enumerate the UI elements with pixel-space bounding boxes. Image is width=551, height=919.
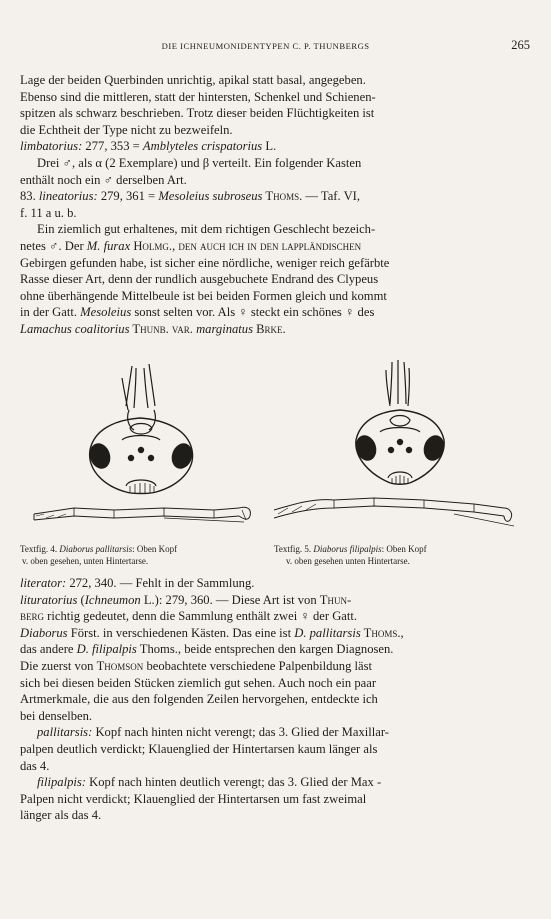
figure-5-svg <box>274 358 529 538</box>
lower-text-block <box>20 575 531 824</box>
entry-limbatorius: limbatorius: 277, 353 = Amblyteles crispatorius L. <box>20 139 277 154</box>
para-3: Ein ziemlich gut erhaltenes, mit dem richtigen Geschlecht bezeich- netes ♂. Der M. furax Holmg., den auch ich in den lappländischen Gebirgen gefunden habe, ist sicher eine nördliche, weniger reich gefärbte Rasse dieser Art, denn der rundlich ausgebuchete Endrand des Clypeus ohne überhängende Mittelbeule ist bei beiden Formen gleich und kommt in der Gatt. Mesoleius sonst selten vor. Als ♀ steckt ein schönes ♀ des Lamachus coalitorius Thunb. var. marginatus Brke. <box>20 222 390 336</box>
figure-4-illustration <box>14 358 269 538</box>
entry-pallitarsis: pallitarsis: Kopf nach hinten nicht verengt; das 3. Glied der Maxillar- palpen deutlich verdickt; Klauenglied der Hintertarsen kaum länger als das 4. <box>20 725 389 773</box>
entry-literator: literator: 272, 340. — Fehlt in der Sammlung. <box>20 576 255 590</box>
running-header <box>20 38 530 53</box>
figure-5-illustration <box>274 358 529 538</box>
upper-text-block <box>20 72 531 338</box>
entry-filipalpis: filipalpis: Kopf nach hinten deutlich verengt; das 3. Glied der Max - Palpen nicht verdickt; Klauenglied der Hintertarsen um fast zweimal länger als das 4. <box>20 775 382 823</box>
page-number: 265 <box>511 38 530 52</box>
entry-lituratorius: lituratorius (Ichneumon L.): 279, 360. — Diese Art ist von Thun- berg richtig gedeutet, denn die Sammlung enthält zwei ♀ der Gatt. Diaborus Först. in verschiedenen Kästen. Das eine ist D. pallitarsis Thoms., das andere D. filipalpis Thoms., beide entsprechen den kargen Diagnosen. Die zuerst von Thomson beobachtete verschiedene Palpenbildung läst sich bei diesen beiden Stücken ziemlich gut sehen. Auch noch ein paar Artmerkmale, die aus den folgenden Zeilen hervorgehen, entdeckte ich bei denselben. <box>20 592 404 723</box>
entry-lineatorius: 83. lineatorius: 279, 361 = Mesoleius subroseus Thoms. — Taf. VI, f. 11 a u. b. <box>20 189 361 220</box>
figure-4-caption: Textfig. 4. Diaborus pallitarsis: Oben Kopf v. oben gesehen, unten Hintertarse. <box>20 544 178 566</box>
para-2: Drei ♂, als α (2 Exemplare) und β verteilt. Ein folgender Kasten enthält noch ein ♂ derselben Art. <box>20 155 362 187</box>
figure-4-svg <box>14 358 269 538</box>
figure-5-caption: Textfig. 5. Diaborus filipalpis: Oben Kopf v. oben gesehen unten Hintertarse. <box>274 544 427 566</box>
running-title: DIE ICHNEUMONIDENTYPEN C. P. THUNBERGS <box>161 41 370 51</box>
para-1: Lage der beiden Querbinden unrichtig, apikal statt basal, angegeben. Ebenso sind die mittleren, statt der hintersten, Schenkel und Schienen- spitzen als schwarz beschrieben. Trotz dieser beiden Flüchtigkeiten ist die Echtheit der Type nicht zu bezweifeln. <box>20 73 376 137</box>
